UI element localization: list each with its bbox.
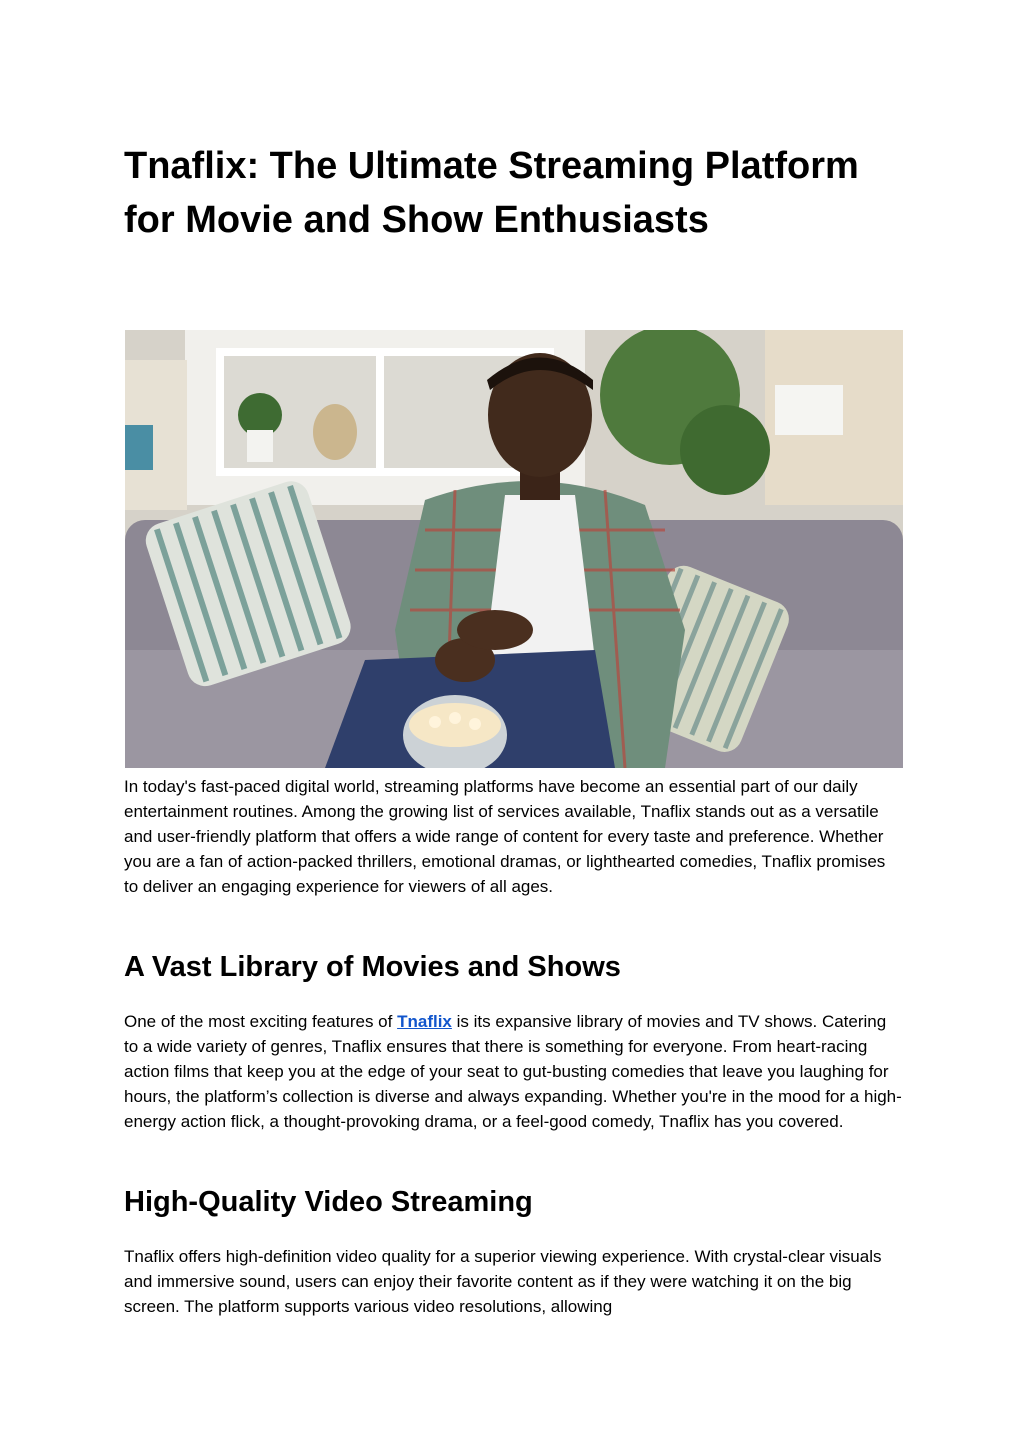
video-quality-paragraph: Tnaflix offers high-definition video quality for a superior viewing experience. With crystal-clear visuals and immersive sound, users can enjoy their favorite content as if they were watching it on the big screen. The platform supports various video resolutions, allowing [124,1247,882,1316]
intro-paragraph: In today's fast-paced digital world, streaming platforms have become an essential part of our daily entertainment routines. Among the growing list of services available, Tnaflix stands out as a versatile and user-friendly platform that offers a wide range of content for every taste and preference. Whether you are a fan of action-packed thrillers, emotional dramas, or lighthearted comedies, Tnaflix promises to deliver an engaging experience for viewers of all ages. [124,777,886,896]
hero-image [125,330,903,768]
section-heading-library: A Vast Library of Movies and Shows [124,951,621,983]
library-text-before-link: One of the most exciting features of [124,1012,398,1031]
page-title: Tnaflix: The Ultimate Streaming Platform for Movie and Show Enthusiasts [124,145,859,241]
library-paragraph [124,1009,904,1134]
library-text-after-link: is its expansive library of movies and TV shows. Catering to a wide variety of genres, Tnaflix ensures that there is something for everyone. From heart-racing action films that keep you at the edge of your seat to gut-busting comedies that leave you laughing for hours, the platform’s collection is diverse and always expanding. Whether you're in the mood for a high-energy action flick, a thought-provoking drama, or a feel-good comedy, Tnaflix has you covered. [124,1012,902,1131]
section-heading-video-quality: High-Quality Video Streaming [124,1186,533,1218]
tnaflix-link[interactable]: Tnaflix [397,1012,452,1031]
